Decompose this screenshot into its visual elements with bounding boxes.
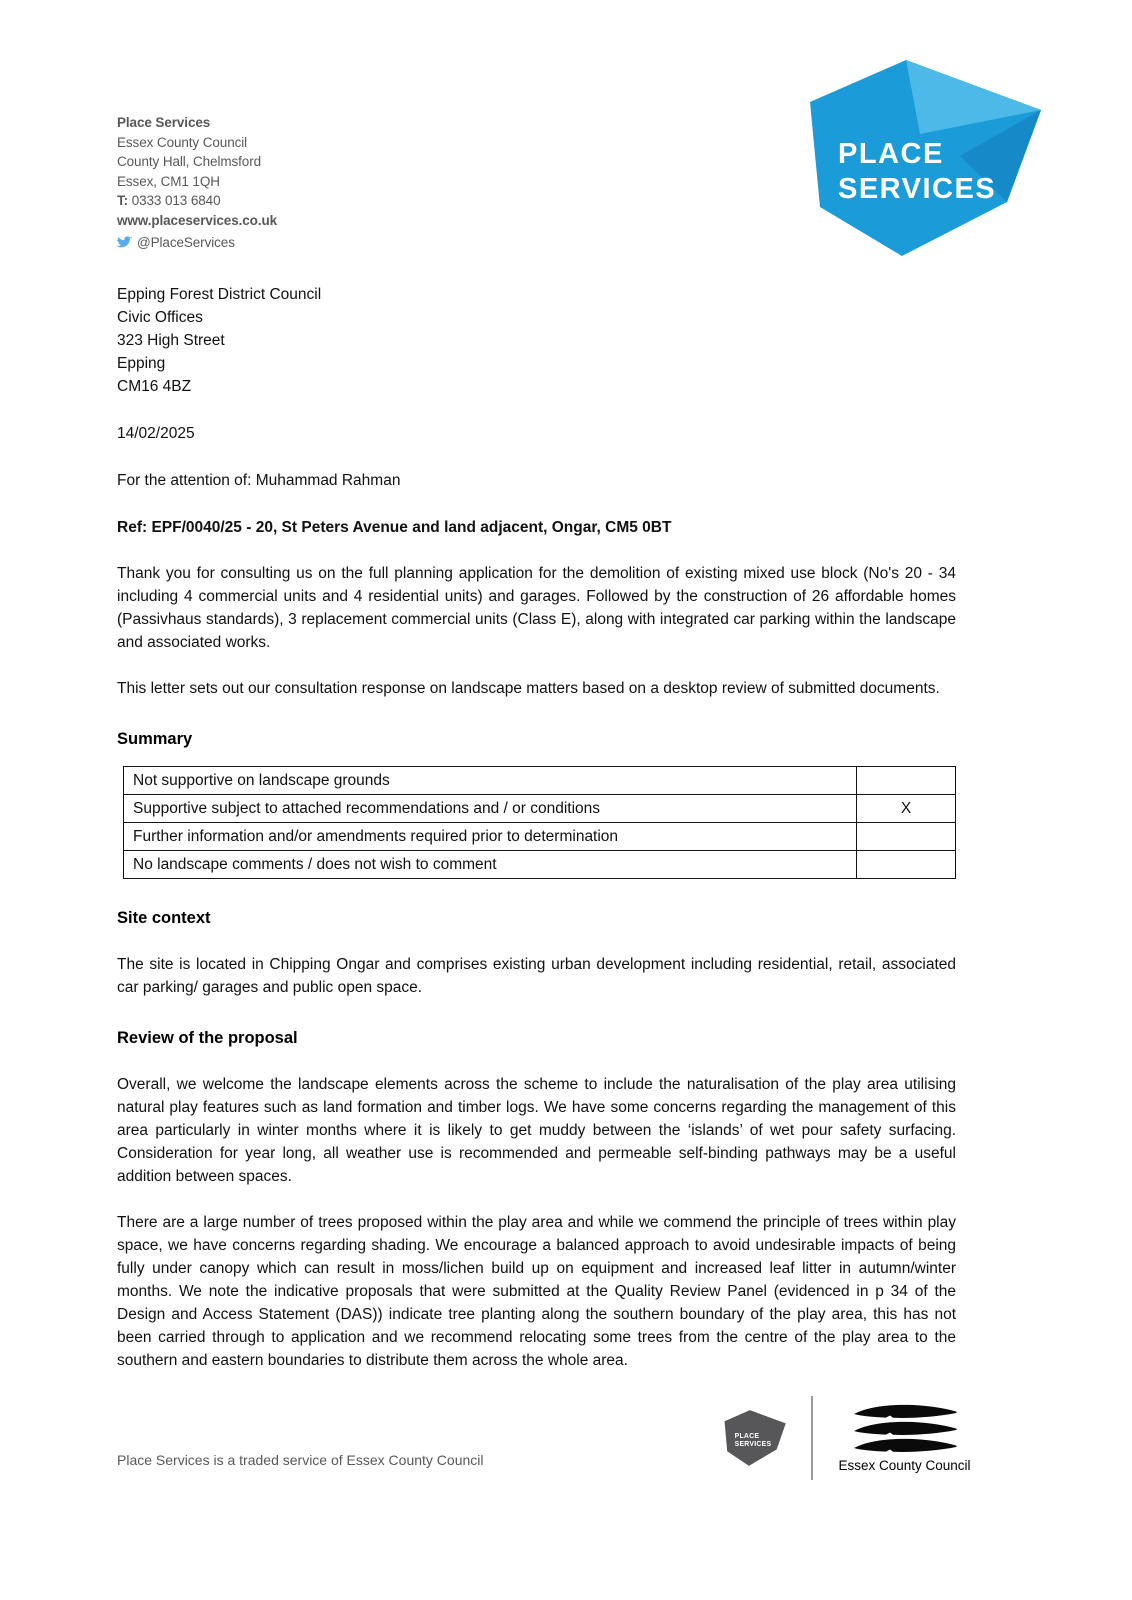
footer-logo-text-line2: SERVICES	[734, 1441, 772, 1449]
logo-text-line1: PLACE	[838, 138, 944, 170]
site-context-heading: Site context	[117, 909, 211, 927]
letterhead-org-name: Place Services	[117, 115, 211, 130]
recipient-line: Epping Forest District Council	[117, 286, 322, 303]
recipient-address	[117, 283, 956, 398]
essex-seax-blade	[854, 1422, 957, 1435]
intro-paragraph-2: This letter sets out our consultation response on landscape matters based on a desktop review of submitted documents.	[117, 680, 940, 697]
essex-seax-blade	[854, 1439, 957, 1452]
summary-option-label: Further information and/or amendments required prior to determination	[124, 823, 857, 851]
summary-option-mark	[857, 851, 956, 879]
summary-option-mark	[857, 767, 956, 795]
review-paragraph-1: Overall, we welcome the landscape elements across the scheme to include the naturalisation of the play area utilising natural play features such as land formation and timber logs. We have some concerns regarding the management of this area particularly in winter months where it is likely to get muddy between the ‘islands’ of wet pour safety surfacing. Consideration for year long, all weather use is recommended and permeable self-binding pathways may be a useful addition between spaces.	[117, 1076, 956, 1185]
summary-option-label: Not supportive on landscape grounds	[124, 767, 857, 795]
place-services-footer-logo	[724, 1407, 786, 1469]
letter-content	[117, 283, 956, 1372]
twitter-handle: @PlaceServices	[137, 235, 235, 250]
summary-heading: Summary	[117, 730, 193, 748]
review-paragraph-2: There are a large number of trees proposed within the play area and while we commend the principle of trees within play space, we have concerns regarding shading. We encourage a balanced approach to avoid undesirable impacts of being fully under canopy which can result in moss/lichen build up on equipment and increased leaf litter in autumn/winter months. We note the indicative proposals that were submitted at the Quality Review Panel (evidenced in p 34 of the Design and Access Statement (DAS)) indicate tree planting along the southern boundary of the play area, this has not been carried through to application and we recommend relocating some trees from the centre of the play area to the southern and eastern boundaries to distribute them across the whole area.	[117, 1214, 956, 1369]
site-context-paragraph: The site is located in Chipping Ongar and comprises existing urban development including residential, retail, associated car parking/ garages and public open space.	[117, 956, 956, 996]
summary-option-label: Supportive subject to attached recommendations and / or conditions	[124, 795, 857, 823]
footer-logos	[724, 1396, 971, 1480]
phone-label: T:	[117, 193, 129, 208]
essex-county-council-label: Essex County Council	[838, 1458, 971, 1473]
letter-date: 14/02/2025	[117, 425, 195, 442]
twitter-icon	[117, 236, 132, 249]
essex-county-council-logo	[839, 1403, 971, 1473]
table-row	[124, 767, 956, 795]
letterhead-twitter	[117, 233, 277, 253]
footer-tagline: Place Services is a traded service of Essex County Council	[117, 1452, 484, 1468]
recipient-line: 323 High Street	[117, 332, 225, 349]
phone-number: 0333 013 6840	[131, 193, 221, 208]
essex-seax-blade	[854, 1405, 957, 1418]
intro-paragraph-1: Thank you for consulting us on the full planning application for the demolition of existing mixed use block (No's 20 - 34 including 4 commercial units and 4 residential units) and garages. Followed by the construction of 26 affordable homes (Passivhaus standards), 3 replacement commercial units (Class E), along with integrated car parking within the landscape and associated works.	[117, 565, 956, 651]
place-services-logo	[808, 60, 1042, 256]
letterhead-address-line2: Essex, CM1 1QH	[117, 173, 220, 189]
recipient-line: CM16 4BZ	[117, 378, 192, 395]
review-heading: Review of the proposal	[117, 1029, 298, 1047]
letterhead-address-line1: County Hall, Chelmsford	[117, 154, 262, 169]
summary-option-mark: X	[857, 795, 956, 823]
reference-line: Ref: EPF/0040/25 - 20, St Peters Avenue and land adjacent, Ongar, CM5 0BT	[117, 519, 672, 536]
letterhead	[117, 113, 277, 253]
letterhead-phone	[117, 191, 277, 211]
table-row	[124, 795, 956, 823]
table-row	[124, 851, 956, 879]
recipient-line: Epping	[117, 355, 166, 372]
summary-option-mark	[857, 823, 956, 851]
attention-line: For the attention of: Muhammad Rahman	[117, 472, 401, 489]
letterhead-org: Essex County Council	[117, 134, 248, 150]
logo-text-line2: SERVICES	[838, 173, 997, 205]
footer-logo-text-line1: PLACE	[734, 1433, 760, 1440]
summary-table	[123, 766, 956, 879]
letterhead-website: www.placeservices.co.uk	[117, 212, 278, 228]
recipient-line: Civic Offices	[117, 309, 203, 326]
footer-divider	[811, 1396, 813, 1480]
summary-option-label: No landscape comments / does not wish to comment	[124, 851, 857, 879]
table-row	[124, 823, 956, 851]
essex-seaxes-icon	[851, 1403, 959, 1455]
